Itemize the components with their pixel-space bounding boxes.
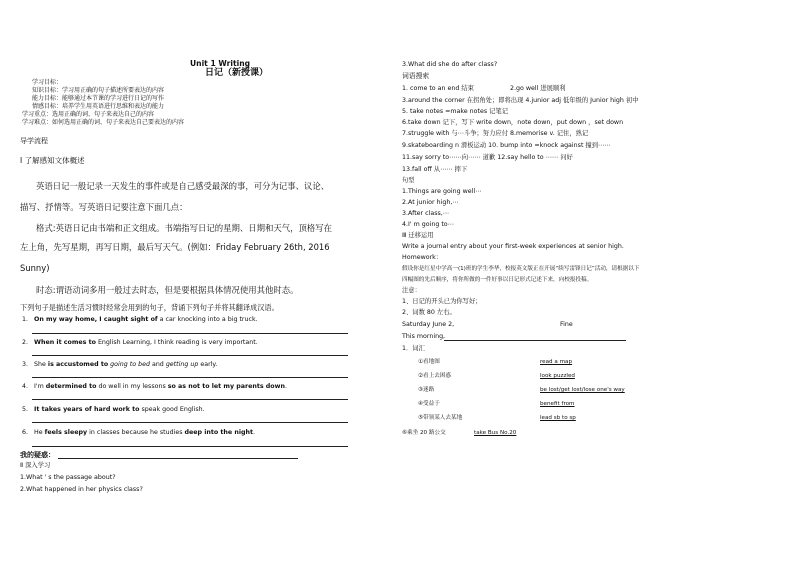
answer-line-1 — [32, 333, 348, 334]
vocab-row-1a: 1. come to an end 结束 — [402, 85, 474, 92]
difficult-point: 学习难点：如何选用正确的词、句子来表达自己要表达的内容 — [22, 119, 185, 126]
vocab-row-2: 3.around the corner 在拐角处；即将出现 4.junior adj 低年级的 Junior high 初中 — [402, 97, 639, 104]
question-2: 2.What happened in her physics class? — [20, 486, 143, 493]
sentence-4: 4. I'm determined to do well in my lessons so as not to let my parents down. — [22, 383, 287, 390]
note-1: 1、日记的开头已为你写好； — [402, 298, 482, 305]
objectives-heading: 学习目标： — [32, 79, 63, 86]
section2-heading: Ⅱ 深入学习 — [20, 462, 51, 469]
doubts-line — [58, 458, 298, 459]
word-en-2: look puzzled — [540, 373, 575, 379]
word-cn-5: ⑤带领某人去某地 — [418, 415, 463, 421]
unit-title: Unit 1 Writing — [190, 59, 251, 68]
question-3: 3.What did she do after class? — [402, 61, 498, 68]
vocab-row-7: 11.say sorry to⋯⋯向⋯⋯ 道歉 12.say hello to ⋯⋯ 问好 — [402, 154, 573, 161]
doubts-label: 我的疑惑： — [20, 451, 55, 459]
homework-line-2: 四幅图的先后顺序，将你所做的一件好事以日记形式记述下来，向校报投稿。 — [402, 277, 593, 283]
word-en-5: lead sb to sp — [540, 415, 576, 421]
answer-line-5 — [32, 422, 348, 423]
process-heading: 导学流程 — [20, 137, 48, 145]
task-instruction: 下列句子是描述生活习惯时经常会用到的句子，背诵下列句子并将其翻译成汉语。 — [20, 303, 279, 312]
homework-label: Homework： — [402, 254, 443, 261]
homework-line-1: 假设你是红星中学高一(1)班的学生李华，校报英文版正在开展“续写雷锋日记”活动，请根据以下 — [402, 266, 640, 272]
section3-heading: Ⅲ 迁移运用 — [402, 232, 434, 239]
format-paragraph-line3: Sunny) — [20, 263, 50, 273]
writing-prompt: Write a journal entry about your first-week experiences at senior high. — [402, 243, 624, 250]
notes-heading: 注意： — [402, 287, 421, 294]
vocab-row-4: 6.take down 记下，写下 write down，note down，put down ，set down — [402, 119, 624, 126]
intro-paragraph-line1: 英语日记一般记录一天发生的事件或是自己感受最深的事，可分为记事、议论、 — [36, 181, 330, 191]
answer-line-4 — [32, 399, 348, 400]
diary-opening-line — [444, 340, 626, 341]
sentence-2: 2. When it comes to English Learning, I think reading is very important. — [22, 339, 258, 346]
diary-opening: This morning, — [402, 333, 446, 340]
vocab-row-6: 9.skateboarding n 滑板运动 10. bump into =knock against 撞到⋯⋯ — [402, 142, 611, 149]
word-cn-1: ①看地图 — [418, 359, 440, 365]
section1-heading: Ⅰ 了解感知文体概述 — [20, 156, 85, 165]
pattern-1: 1.Things are going well⋯ — [402, 188, 482, 195]
format-paragraph-line2: 左上角，先写星期，再写日期，最后写天气。(例如：Friday February 26th, 2016 — [20, 242, 330, 252]
intro-paragraph-line2: 描写、抒情等。写英语日记要注意下面几点： — [20, 202, 188, 212]
sentence-patterns-heading: 句型 — [402, 177, 415, 184]
vocab-row-5: 7.struggle with 与⋯斗争；努力应付 8.memorise v. 记住，熟记 — [402, 130, 589, 137]
pattern-3: 3.After class,⋯ — [402, 210, 450, 217]
word-cn-6: ⑥乘坐 20 路公交 — [402, 430, 446, 436]
sentence-5: 5. It takes years of hard work to speak good English. — [22, 406, 205, 413]
question-1: 1.What ' s the passage about? — [20, 474, 116, 481]
vocab-heading: 词语搜索 — [402, 72, 430, 80]
format-paragraph-line1: 格式:英语日记由书端和正文组成。书端指写日记的星期、日期和天气，顶格写在 — [36, 223, 332, 233]
word-cn-2: ②看上去困惑 — [418, 373, 451, 379]
objective-knowledge: 知识目标：学习用正确的句子描述所要表达的内容 — [32, 87, 165, 94]
lesson-subtitle: 日记（新授课） — [205, 68, 269, 78]
word-en-6: take Bus No.20 — [474, 430, 517, 436]
diary-date: Saturday June 2, — [402, 321, 455, 328]
tense-paragraph: 时态:谓语动词多用一般过去时态，但是要根据具体情况使用其他时态。 — [36, 285, 299, 295]
answer-line-6 — [32, 446, 348, 447]
objective-ability: 能力目标：能够通过本节课的学习进行日记的写作 — [32, 95, 165, 102]
vocab-row-1b: 2.go well 进展顺利 — [510, 85, 566, 92]
word-en-3: be lost/get lost/lose one's way — [540, 387, 625, 393]
note-2: 2、词数 80 左右。 — [402, 309, 456, 316]
answer-line-2 — [32, 355, 348, 356]
vocab-row-8: 13.fall off 从⋯⋯ 摔下 — [402, 166, 468, 173]
sentence-3: 3. She is accustomed to going to bed and getting up early. — [22, 361, 218, 368]
words-heading: 1．词汇 — [402, 345, 425, 352]
pattern-2: 2.At junior high,⋯ — [402, 199, 459, 206]
vocab-row-3: 5. take notes =make notes 记笔记 — [402, 108, 509, 115]
word-cn-3: ③迷路 — [418, 387, 435, 393]
pattern-4: 4.I' m going to⋯ — [402, 221, 454, 228]
word-en-4: benefit from — [540, 401, 575, 407]
word-en-1: read a map — [540, 359, 573, 365]
answer-line-3 — [32, 377, 348, 378]
objective-emotion: 情感目标：培养学生用英语进行思维和表达的能力 — [32, 103, 165, 110]
diary-weather: Fine — [560, 321, 573, 328]
key-point: 学习重点：选用正确的词、句子来表达自己的内容 — [22, 111, 155, 118]
word-cn-4: ④受益于 — [418, 401, 440, 407]
sentence-6: 6. He feels sleepy in classes because he studies deep into the night. — [22, 429, 256, 436]
sentence-1: 1. On my way home, I caught sight of a car knocking into a big truck. — [22, 316, 258, 323]
